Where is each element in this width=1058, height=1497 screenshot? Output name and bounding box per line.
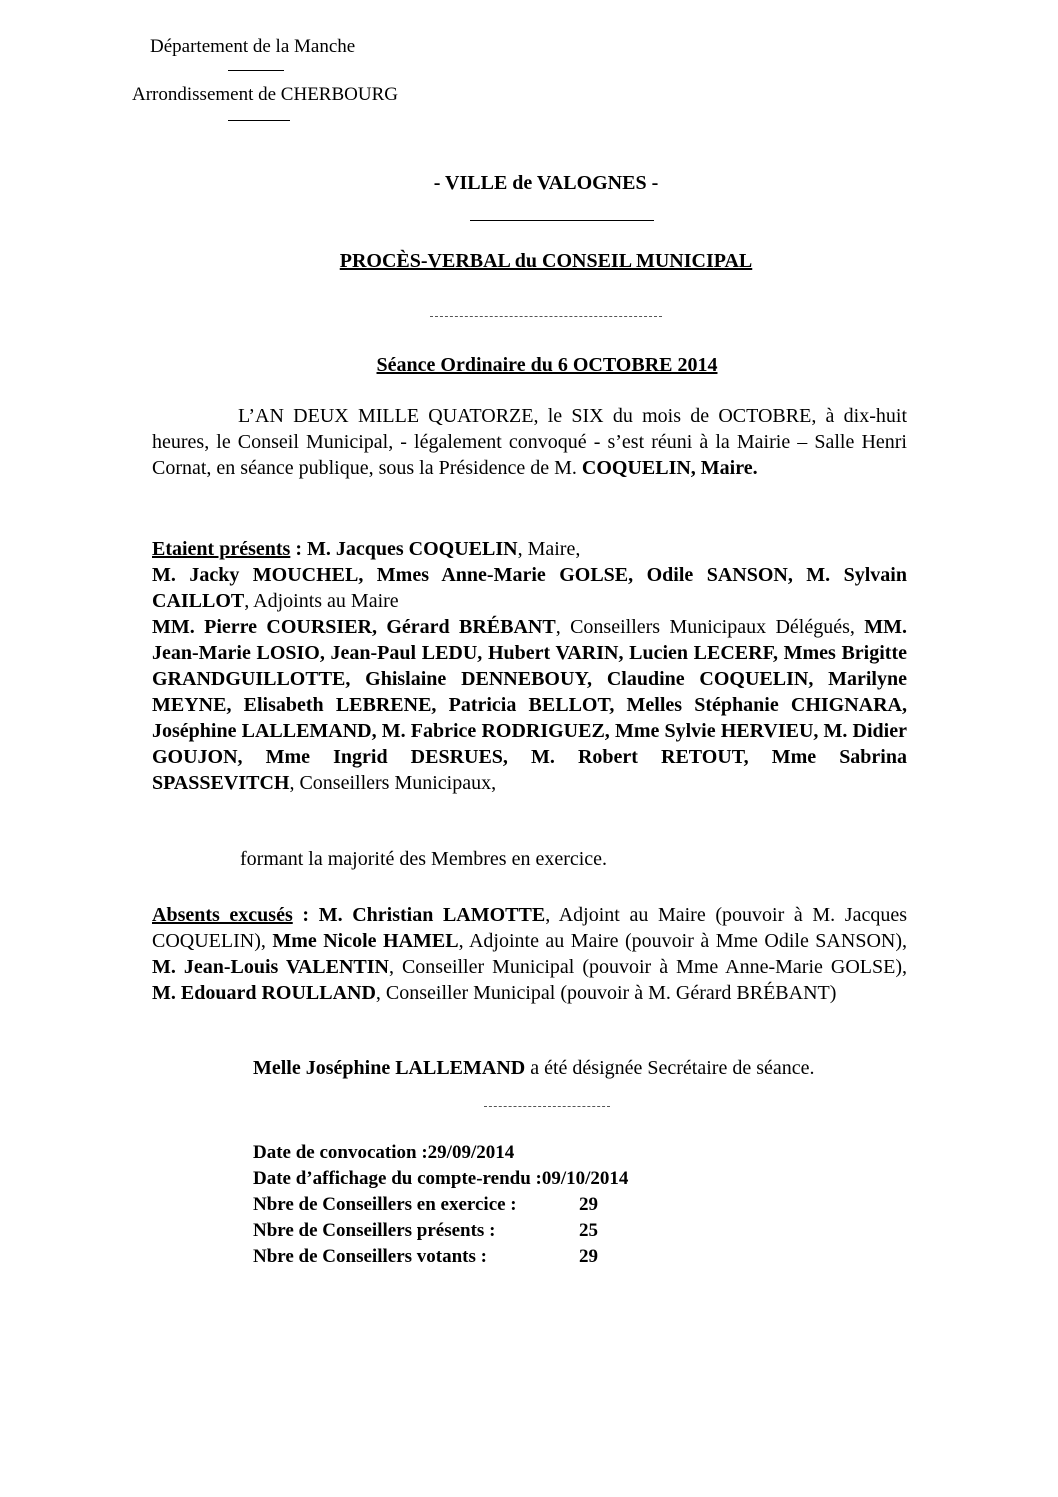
present-name-3: MM. Jean-Marie LOSIO, Jean-Paul LEDU, Hubert VARIN, Lucien LECERF, Mmes Brigitte GRANDGUILLOTTE, Ghislaine DENNEBOUY, Claudine COQUELIN, Marilyne MEYNE, Elisabeth LEBRENE, Patricia BELLOT, Melles Stéphanie CHIGNARA, Joséphine LALLEMAND, M. Fabrice RODRIGUEZ, Mme Sylvie HERVIEU, M. Didier GOUJON, Mme Ingrid DESRUES, M. Robert RETOUT, Mme Sabrina SPASSEVITCH [152,616,908,794]
absent-name-3: M. Edouard ROULLAND [152,982,376,1004]
absent-colon: : [292,904,319,926]
present-role-3: , Conseillers Municipaux, [289,772,497,794]
arrondissement-label: Arrondissement de CHERBOURG [132,84,398,105]
stat-label: Nbre de Conseillers votants : [253,1246,487,1267]
stat-value: 29 [579,1246,598,1267]
separator-2 [484,1106,610,1107]
separator-1 [430,316,662,317]
stat-label: Date d’affichage du compte-rendu : [253,1168,542,1189]
header-rule-2 [228,120,290,121]
stat-value: 29 [579,1194,598,1215]
absent-detail-0: , Adjoint au Maire (pouvoir à M. Jacques COQUELIN), [152,904,907,952]
present-role-1: , Adjoints au Maire [244,590,399,612]
city-rule [470,220,654,221]
secretary-line [253,1057,815,1080]
president-name: COQUELIN, Maire. [581,457,758,479]
stat-row [253,1140,628,1166]
stat-row [253,1218,628,1244]
absent-label: Absents excusés [152,904,293,926]
present-paragraph [152,536,907,796]
stat-value: 29/09/2014 [427,1142,515,1163]
stat-row [253,1192,628,1218]
present-colon: : [290,538,307,560]
department-label: Département de la Manche [150,36,356,57]
absent-detail-2: , Conseiller Municipal (pouvoir à Mme Anne-Marie GOLSE), [388,956,907,978]
stat-row [253,1244,628,1270]
absent-name-1: Mme Nicole HAMEL [272,930,459,952]
present-label: Etaient présents [152,538,291,560]
present-name-2: MM. Pierre COURSIER, Gérard BRÉBANT [152,616,556,638]
stat-label: Nbre de Conseillers présents : [253,1220,496,1241]
stat-label: Nbre de Conseillers en exercice : [253,1194,517,1215]
session-title: Séance Ordinaire du 6 OCTOBRE 2014 [376,354,718,376]
city-title: - VILLE de VALOGNES - [433,172,659,194]
intro-text: L’AN DEUX MILLE QUATORZE, le SIX du mois de OCTOBRE, à dix-huit heures, le Conseil Municipal, - légalement convoqué - s’est réuni à la Mairie – Salle Henri Cornat, en séance publique, sous la Présidence de M. [152,405,907,479]
secretary-text: a été désignée Secrétaire de séance. [525,1057,815,1079]
present-role-2: , Conseillers Municipaux Délégués, [555,616,855,638]
present-role-0: , Maire, [517,538,581,560]
intro-paragraph [152,403,907,481]
stat-value: 09/10/2014 [541,1168,629,1189]
header-rule-1 [228,70,284,71]
present-name-1: M. Jacky MOUCHEL, Mmes Anne-Marie GOLSE, Odile SANSON, M. Sylvain CAILLOT [152,564,907,612]
absent-paragraph [152,902,907,1006]
stat-row [253,1166,628,1192]
stat-value: 25 [579,1220,598,1241]
majority-text: formant la majorité des Membres en exercice. [240,848,608,870]
present-name-0: M. Jacques COQUELIN [307,538,518,560]
absent-detail-3: , Conseiller Municipal (pouvoir à M. Gérard BRÉBANT) [375,982,837,1004]
absent-detail-1: , Adjointe au Maire (pouvoir à Mme Odile SANSON), [458,930,907,952]
absent-name-0: M. Christian LAMOTTE [318,904,546,926]
secretary-name: Melle Joséphine LALLEMAND [253,1057,526,1079]
stat-label: Date de convocation : [253,1142,428,1163]
document-title: PROCÈS-VERBAL du CONSEIL MUNICIPAL [339,250,753,272]
session-stats [253,1140,628,1270]
absent-name-2: M. Jean-Louis VALENTIN [152,956,389,978]
